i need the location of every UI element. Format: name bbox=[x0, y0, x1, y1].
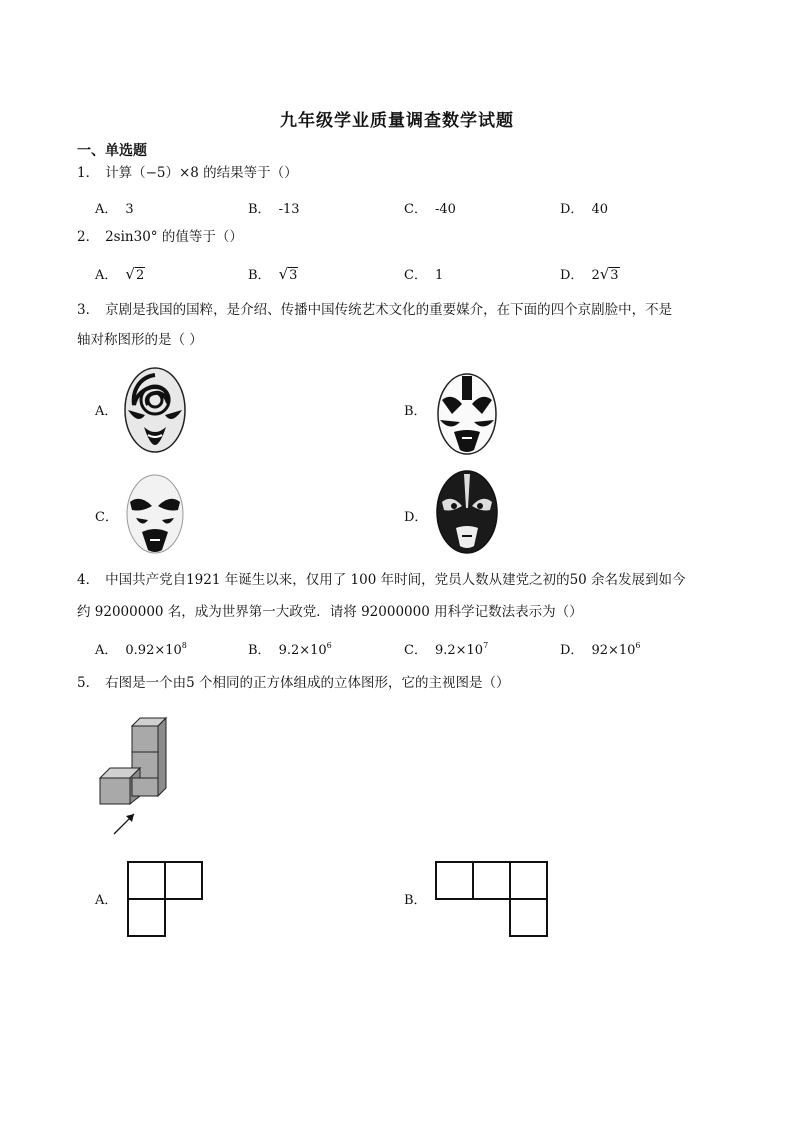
q3-option-d-label[interactable]: D． bbox=[404, 510, 428, 525]
q4-option-a[interactable]: A． $0.92\times 10^8$ bbox=[95, 641, 187, 658]
question-5: 5． 右图是一个由5 个相同的正方体组成的立体图形，它的主视图是（） bbox=[77, 675, 510, 691]
q1-option-a[interactable]: A． 3 bbox=[95, 202, 134, 217]
opera-mask-b-image bbox=[432, 370, 502, 458]
q3-option-b-label[interactable]: B． bbox=[404, 404, 427, 419]
sqrt-symbol: √3 bbox=[278, 265, 298, 283]
sqrt-symbol: √3 bbox=[599, 265, 619, 283]
section-heading: 一、单选题 bbox=[77, 143, 147, 159]
q2-option-c[interactable]: C． 1 bbox=[404, 268, 444, 283]
q4-option-c[interactable]: C． $9.2\times 10^7$ bbox=[404, 641, 489, 658]
question-4-line-1: 4． 中国共产党自1921 年诞生以来，仅用了 100 年时间，党员人数从建党之初的50 余名发展到如今 bbox=[77, 572, 686, 588]
question-3-line-1: 3． 京剧是我国的国粹，是介绍、传播中国传统艺术文化的重要媒介，在下面的四个京剧脸中，不是 bbox=[77, 302, 673, 318]
q5-option-a-view bbox=[126, 860, 206, 940]
q1-option-d[interactable]: D． 40 bbox=[560, 202, 608, 217]
question-2: 2． 2sin30° 的值等于（） bbox=[77, 229, 243, 245]
opera-mask-d-image bbox=[432, 468, 502, 556]
opera-mask-a-image bbox=[120, 365, 190, 455]
q5-option-a-label[interactable]: A． bbox=[95, 893, 118, 908]
question-1: 1． 计算（−5）×8 的结果等于（） bbox=[77, 165, 298, 181]
question-3-line-2: 轴对称图形的是（ ） bbox=[77, 332, 203, 348]
question-4-line-2: 约 92000000 名，成为世界第一大政党．请将 92000000 用科学记数法表示为（） bbox=[77, 604, 583, 620]
question-2-text: 的值等于（） bbox=[157, 229, 243, 245]
opera-mask-c-image bbox=[122, 472, 188, 556]
sqrt-symbol: √2 bbox=[125, 265, 145, 283]
q1-option-c[interactable]: C． -40 bbox=[404, 202, 456, 217]
q1-option-b[interactable]: B． -13 bbox=[248, 202, 300, 217]
q2-option-d[interactable]: D． 2√3 bbox=[560, 265, 619, 283]
question-1-text: 计算（−5）×8 的结果等于（） bbox=[105, 165, 298, 181]
cube-stack-figure bbox=[96, 712, 176, 842]
q2-option-a[interactable]: A． √2 bbox=[95, 265, 145, 283]
q5-option-b-view bbox=[434, 860, 550, 940]
page-title: 九年级学业质量调查数学试题 bbox=[280, 111, 514, 131]
q4-option-d[interactable]: D． $92\times 10^6$ bbox=[560, 641, 641, 658]
q2-option-b[interactable]: B． √3 bbox=[248, 265, 298, 283]
q4-option-b[interactable]: B． $9.2\times 10^6$ bbox=[248, 641, 332, 658]
q3-option-c-label[interactable]: C． bbox=[95, 510, 118, 525]
question-2-expr: 2sin30° bbox=[105, 229, 158, 245]
q3-option-a-label[interactable]: A． bbox=[95, 404, 118, 419]
q5-option-b-label[interactable]: B． bbox=[404, 893, 427, 908]
